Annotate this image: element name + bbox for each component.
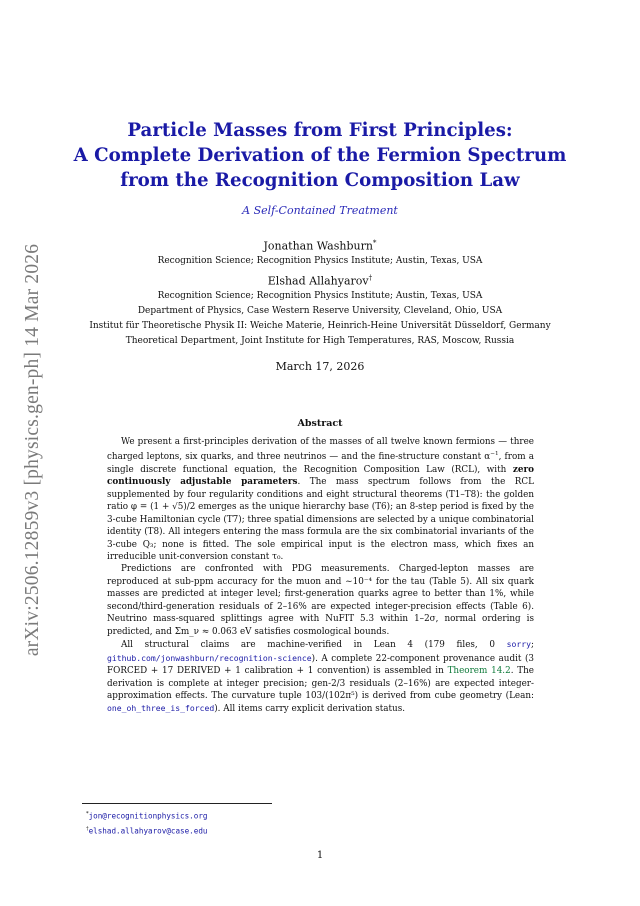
title-line-3: from the Recognition Composition Law: [120, 170, 520, 191]
author-2-affiliation-1: Recognition Science; Recognition Physics Institute; Austin, Texas, USA: [157, 291, 483, 301]
paper-title: [70, 118, 570, 193]
footnote-2: †elshad.allahyarov@case.edu: [86, 825, 208, 836]
author-2-name: Elshad Allahyarov: [267, 274, 369, 288]
abstract-heading: Abstract: [297, 418, 343, 429]
author-1-mark: *: [372, 238, 377, 247]
abstract-paragraph-3: All structural claims are machine-verified in Lean 4 (179 files, 0 sorry; github.com/jonwashburn/recognition-science). A complete 22-component provenance audit (3 FORCED + 17 DERIVED + 1 calibration + 1 convention) is assembled in Theorem 14.2. The derivation is complete at integer precision; gen-2/3 residuals (2–16%) are expected integer-approximation effects. The curvature tuple 103/(102π⁵) is derived from cube geometry (Lean: one_oh_three_is_forced). All items carry explicit derivation status.: [107, 639, 535, 715]
abstract-bold-phrase: zero continuously adjustable parameters: [107, 464, 534, 488]
arxiv-stamp-text: arXiv:2506.12859v3 [physics.gen-ph] 14 Mar 2026: [22, 243, 43, 657]
repo-link[interactable]: github.com/jonwashburn/recognition-science: [107, 652, 312, 663]
author-2-affiliation-3: Institut für Theoretische Physik II: Weiche Materie, Heinrich-Heine Universität Düsseldorf, Germany: [89, 321, 551, 331]
footnote-2-email[interactable]: elshad.allahyarov@case.edu: [88, 826, 208, 836]
author-1-affiliation: Recognition Science; Recognition Physics Institute; Austin, Texas, USA: [157, 256, 483, 266]
abstract-paragraph-1: We present a first-principles derivation of the masses of all twelve known fermions — three charged leptons, six quarks, and three neutrinos — and the fine-structure constant $\alpha^{-1}$, from a single discrete functional equation, the Recognition Composition Law (RCL), with zero continuously adjustable parameters. The mass spectrum follows from the RCL supplemented by four regularity conditions and eight structural theorems (T1–T8): the golden ratio φ = (1 + √5)/2 emerges as the unique hierarchy base (T6); an 8-step period is fixed by the 3-cube Hamiltonian cycle (T7); three spatial dimensions are selected by a unique combinatorial identity (T8). All integers entering the mass formula are the six combinatorial invariants of the 3-cube Q₃; none is fitted. The sole empirical input is the electron mass, which fixes an irreducible unit-conversion constant τ₀.: [107, 437, 534, 562]
lean-theorem-link[interactable]: one_oh_three_is_forced: [107, 703, 215, 714]
author-2-affiliation-2: Department of Physics, Case Western Reserve University, Cleveland, Ohio, USA: [137, 306, 503, 316]
author-1: [40, 238, 600, 253]
footnote-1: *jon@recognitionphysics.org: [86, 811, 208, 821]
arxiv-stamp: [18, 220, 48, 680]
theorem-link[interactable]: Theorem 14.2: [447, 666, 511, 677]
abstract-paragraph-2: Predictions are confronted with PDG measurements. Charged-lepton masses are reproduced at sub-ppm accuracy for the muon and ∼10⁻⁴ for the tau (Table 5). All six quark masses are predicted at integer level; first-generation quarks agree to better than 1%, while second/third-generation residuals of 2–16% are expected integer-precision effects (Table 6). Neutrino mass-squared splittings agree with NuFIT 5.3 within 1–2σ, normal ordering is predicted, and Σm_ν ≈ 0.063 eV satisfies cosmological bounds.: [107, 564, 534, 637]
paper-subtitle: A Self-Contained Treatment: [242, 204, 398, 217]
author-2-affiliation-4: Theoretical Department, Joint Institute for High Temperatures, RAS, Moscow, Russia: [125, 336, 515, 346]
paper-date: March 17, 2026: [275, 360, 365, 373]
page-number: 1: [316, 850, 324, 861]
author-2-mark: †: [368, 273, 373, 282]
footnotes: [86, 808, 207, 837]
footnote-1-email[interactable]: jon@recognitionphysics.org: [88, 811, 208, 821]
footnote-rule: [82, 803, 272, 804]
author-2: [40, 273, 600, 288]
title-line-2: A Complete Derivation of the Fermion Spectrum: [73, 145, 567, 166]
sorry-code: sorry: [506, 639, 532, 650]
title-line-1: Particle Masses from First Principles:: [127, 120, 513, 141]
abstract-body: [107, 436, 534, 716]
author-1-name: Jonathan Washburn: [263, 239, 373, 253]
